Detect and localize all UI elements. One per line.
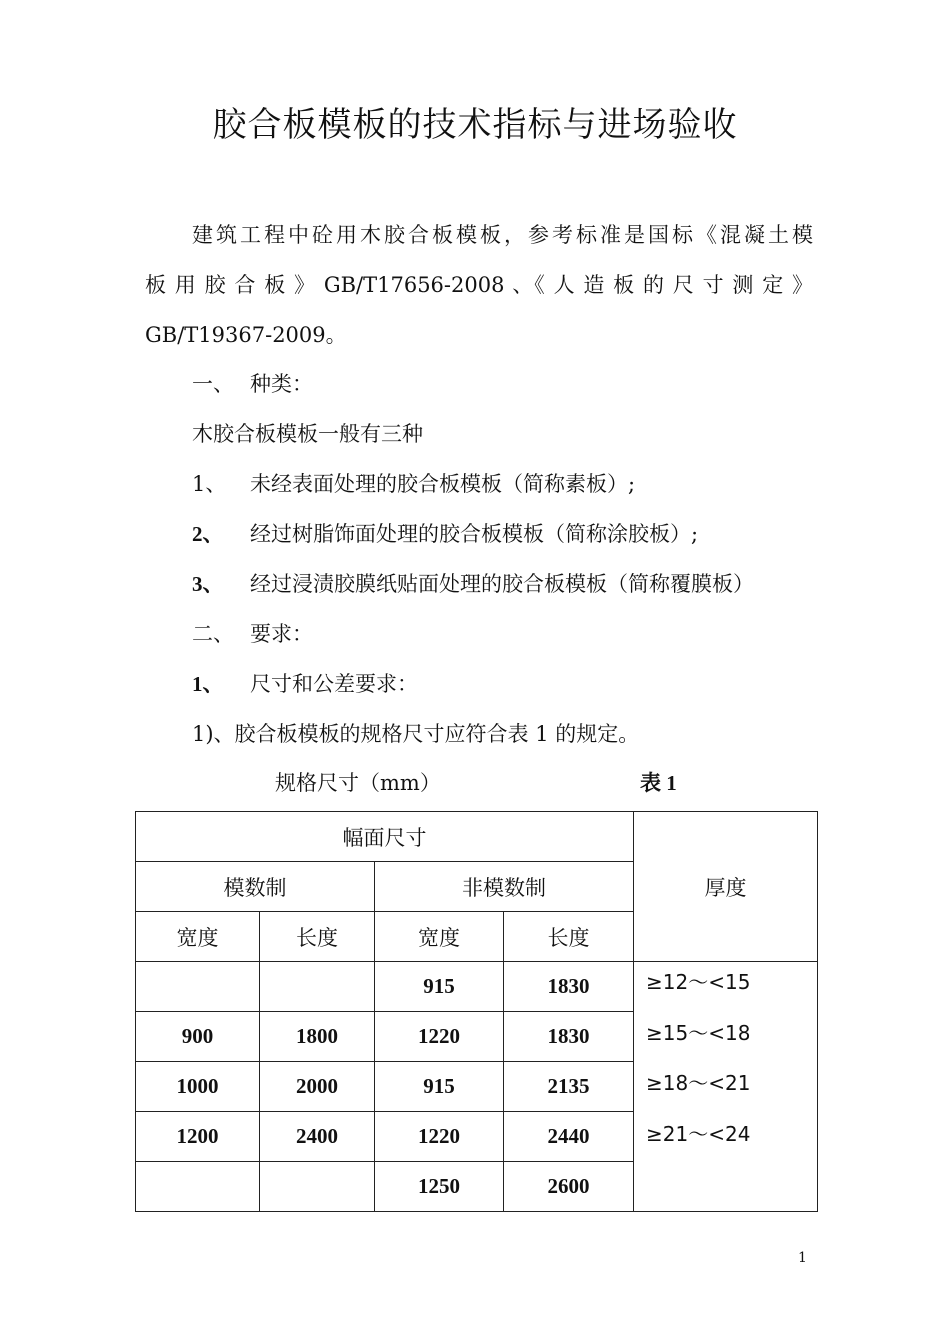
section-heading-requirements <box>192 619 313 649</box>
item-number: 3、 <box>192 572 224 596</box>
table-cell: 1220 <box>375 1112 504 1162</box>
item-text: 未经表面处理的胶合板模板（简称素板）; <box>250 472 636 496</box>
type-item-1 <box>192 469 635 499</box>
section-heading-types <box>192 369 313 399</box>
type-item-3 <box>192 569 754 599</box>
header-modular: 模数制 <box>136 862 375 912</box>
table-cell: 2400 <box>260 1112 375 1162</box>
table-cell: 2000 <box>260 1062 375 1112</box>
requirement-subitem: 1)、胶合板模板的规格尺寸应符合表 1 的规定。 <box>192 722 640 746</box>
table-row <box>136 962 818 1012</box>
table-cell: 1830 <box>504 1012 634 1062</box>
table-cell: 1000 <box>136 1062 260 1112</box>
document-title: 胶合板模板的技术指标与进场验收 <box>212 105 738 145</box>
header-thickness: 厚度 <box>634 812 818 962</box>
header-width: 宽度 <box>136 912 260 962</box>
item-number: 2、 <box>192 522 224 546</box>
table-cell: 2135 <box>504 1062 634 1112</box>
item-text: 经过浸渍胶膜纸贴面处理的胶合板模板（简称覆膜板） <box>250 572 754 596</box>
table-cell: 1220 <box>375 1012 504 1062</box>
header-length: 长度 <box>504 912 634 962</box>
item-text: 尺寸和公差要求： <box>250 672 418 696</box>
table-cell <box>136 962 260 1012</box>
thickness-range: ≥18～<21 <box>646 1071 751 1096</box>
table-cell: 1830 <box>504 962 634 1012</box>
section-number: 二、 <box>192 622 234 646</box>
thickness-range: ≥12～<15 <box>646 970 751 994</box>
table-cell: 915 <box>375 962 504 1012</box>
type-item-2 <box>192 519 698 549</box>
requirement-item-1 <box>192 669 418 699</box>
intro-line-1: 建筑工程中砼用木胶合板模板，参考标准是国标《混凝土模 <box>192 223 813 247</box>
table-cell: 1200 <box>136 1112 260 1162</box>
spec-table <box>135 811 818 1212</box>
header-length: 长度 <box>260 912 375 962</box>
table-cell <box>260 1162 375 1212</box>
page-number: 1 <box>798 1250 807 1266</box>
item-number: 1、 <box>192 672 224 696</box>
intro-line-3: GB/T19367-2009。 <box>145 323 347 347</box>
thickness-range: ≥15～<18 <box>646 1020 751 1045</box>
header-width: 宽度 <box>375 912 504 962</box>
table-cell: 1800 <box>260 1012 375 1062</box>
item-text: 经过树脂饰面处理的胶合板模板（简称涂胶板）; <box>250 522 699 546</box>
header-nonmodular: 非模数制 <box>375 862 634 912</box>
table-cell: 2440 <box>504 1112 634 1162</box>
section-number: 一、 <box>192 372 234 396</box>
table-cell: 900 <box>136 1012 260 1062</box>
table-cell: 1250 <box>375 1162 504 1212</box>
table-number: 表 1 <box>640 771 677 795</box>
header-surface-size: 幅面尺寸 <box>136 812 634 862</box>
thickness-range: ≥21～<24 <box>646 1121 751 1146</box>
table-cell <box>260 962 375 1012</box>
item-number: 1、 <box>192 472 227 496</box>
section-label: 种类： <box>250 372 313 396</box>
thickness-cell <box>634 962 818 1212</box>
table-cell: 915 <box>375 1062 504 1112</box>
table-caption: 规格尺寸（mm） <box>275 771 441 795</box>
table-cell <box>136 1162 260 1212</box>
section-label: 要求： <box>250 622 313 646</box>
table-cell: 2600 <box>504 1162 634 1212</box>
intro-line-2: 板 用 胶 合 板 》 GB/T17656-2008 、《 人 造 板 的 尺 寸 测 定 》 <box>145 273 813 297</box>
types-intro: 木胶合板模板一般有三种 <box>192 422 423 446</box>
